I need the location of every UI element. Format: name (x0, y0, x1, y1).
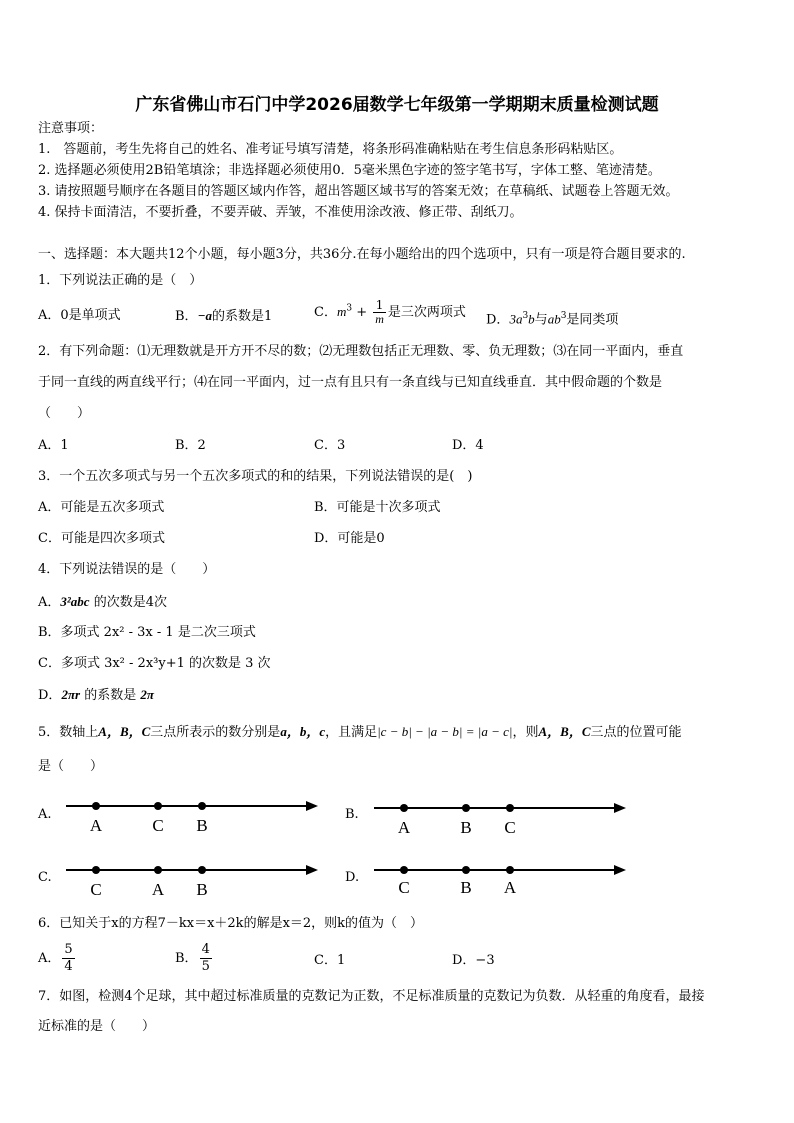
question-2-option-d: D．4 (452, 438, 484, 453)
q5-points: A，B，C (98, 724, 151, 739)
point-dot (154, 802, 162, 810)
question-4-option-a (38, 593, 167, 612)
option-c-plus: + (352, 305, 372, 320)
point-label: A (151, 880, 165, 899)
question-6-option-a (38, 942, 77, 975)
note-item-3: 3. 请按照题号顺序在各题目的答题区域内作答，超出答题区域书写的答案无效；在草稿纸、试题卷上答题无效。 (38, 184, 679, 199)
number-line-d (370, 856, 630, 902)
question-3-stem: 3．一个五次多项式与另一个五次多项式的和的结果，下列说法错误的是( ) (38, 469, 473, 484)
question-4-stem: 4．下列说法错误的是（ ） (38, 562, 216, 577)
question-1-option-b (175, 307, 272, 326)
note-item-1: 1. 答题前，考生先将自己的姓名、准考证号填写清楚，将条形码准确粘贴在考生信息条形码粘贴区。 (38, 142, 623, 157)
point-dot (92, 802, 100, 810)
option-b-math: −a (197, 308, 212, 323)
option-a-prefix: A． (38, 595, 61, 610)
point-dot (506, 866, 514, 874)
q5-condition: |c − b| − |a − b| = |a − c| (377, 724, 513, 739)
option-d-prefix: D． (38, 688, 62, 703)
fraction-numerator: 4 (201, 942, 210, 957)
q5-text-3: ，且满足 (325, 725, 378, 740)
option-d-mid: 与 (534, 312, 548, 328)
question-2-line-1: 2．有下列命题：⑴无理数就是开方开不尽的数；⑵无理数包括正无理数、零、负无理数；⑶在同一平面内，垂直 (38, 344, 684, 359)
question-1-option-a: A．0是单项式 (38, 308, 121, 323)
section-heading: 一、选择题：本大题共12个小题，每小题3分，共36分.在每小题给出的四个选项中，只有一项是符合题目要求的. (38, 247, 686, 262)
question-5-line-2: 是（ ） (38, 759, 104, 774)
point-label: C (152, 816, 164, 835)
question-2-option-b: B．2 (175, 438, 206, 453)
option-a-fraction (62, 942, 74, 975)
q5-text-2: 三点所表示的数分别是 (150, 725, 281, 740)
point-label: B (460, 818, 472, 837)
page-title: 广东省佛山市石门中学2026届数学七年级第一学期期末质量检测试题 (135, 95, 659, 115)
number-line-a (62, 792, 322, 838)
option-d-text: 是同类项 (566, 312, 619, 328)
point-dot (92, 866, 100, 874)
option-a-math: 3²abc (60, 594, 90, 609)
question-5-option-c-label: C. (38, 870, 52, 885)
question-2-option-c: C．3 (314, 438, 346, 453)
option-b-prefix: B． (175, 951, 198, 966)
option-a-text: 的次数是4次 (89, 595, 167, 610)
option-c-exponent: 3 (346, 303, 353, 314)
option-d-prefix: D． (486, 312, 510, 328)
fraction-denominator: 5 (201, 959, 210, 974)
fraction-denominator: 4 (64, 959, 73, 974)
point-label: B (460, 878, 472, 897)
q5-text-1: 5．数轴上 (38, 725, 99, 740)
question-2-line-2: 于同一直线的两直线平行；⑷在同一平面内，过一点有且只有一条直线与已知直线垂直．其中假命题的个数是 (38, 375, 663, 390)
point-label: C (398, 878, 410, 897)
question-1-option-d (486, 307, 618, 329)
question-3-option-d: D．可能是0 (314, 531, 385, 546)
option-c-fraction (373, 299, 386, 326)
question-7-line-1: 7．如图，检测4个足球，其中超过标准质量的克数记为正数，不足标准质量的克数记为负数．从轻重的角度看，最接 (38, 989, 705, 1004)
point-dot (198, 866, 206, 874)
point-dot (506, 804, 514, 812)
option-b-text: 的系数是1 (211, 309, 273, 324)
point-dot (462, 804, 470, 812)
option-d-exp1: 3 (522, 311, 529, 321)
question-3-option-c: C．可能是四次多项式 (38, 531, 165, 546)
point-label: A (397, 818, 411, 837)
option-d-mid: 的系数是 (80, 688, 141, 703)
fraction-numerator: 5 (64, 942, 73, 957)
arrow-head-icon (614, 865, 626, 875)
question-5-option-a-label: A. (38, 807, 52, 822)
question-5-option-b-label: B. (345, 807, 359, 822)
option-a-prefix: A． (38, 951, 61, 966)
question-6-option-d: D．−3 (452, 953, 495, 968)
question-3-option-a: A．可能是五次多项式 (38, 500, 165, 515)
option-d-math2: 2π (140, 687, 154, 702)
question-5-line-1 (38, 723, 682, 742)
note-item-4: 4. 保持卡面清洁，不要折叠，不要弄破、弄皱，不准使用涂改液、修正带、刮纸刀。 (38, 205, 523, 220)
point-label: A (89, 816, 103, 835)
question-2-option-a: A．1 (38, 438, 69, 453)
arrow-head-icon (306, 865, 318, 875)
point-dot (400, 804, 408, 812)
point-label: C (504, 818, 516, 837)
option-c-prefix: C． (314, 305, 337, 320)
option-b-prefix: B． (175, 309, 198, 324)
point-dot (400, 866, 408, 874)
option-d-term1: 3a (509, 311, 523, 327)
point-dot (154, 866, 162, 874)
question-3-option-b: B．可能是十次多项式 (314, 500, 441, 515)
question-5-option-d-label: D. (345, 870, 360, 885)
point-dot (462, 866, 470, 874)
q5-text-4: ，则 (512, 725, 539, 740)
question-4-option-d (38, 686, 154, 705)
fraction-numerator: 1 (373, 299, 386, 313)
point-label: B (196, 816, 208, 835)
option-d-term1b: b (528, 311, 535, 327)
option-d-math: 2πr (61, 687, 81, 702)
q5-points-2: A，B，C (538, 724, 591, 739)
question-7-line-2: 近标准的是（ ） (38, 1019, 156, 1034)
note-item-2: 2. 选择题必须使用2B铅笔填涂；非选择题必须使用0．5毫米黑色字迹的签字笔书写，字体工整、笔迹清楚。 (38, 163, 661, 178)
arrow-head-icon (306, 801, 318, 811)
fraction-denominator: m (375, 312, 384, 326)
question-6-stem: 6．已知关于x的方程7－kx＝x＋2k的解是x＝2，则k的值为（ ） (38, 916, 424, 931)
option-b-fraction (200, 942, 212, 975)
point-label: B (196, 880, 208, 899)
point-dot (198, 802, 206, 810)
number-line-c (62, 856, 322, 902)
arrow-head-icon (614, 803, 626, 813)
question-1-stem: 1．下列说法正确的是（ ） (38, 273, 203, 288)
question-4-option-b: B．多项式 2x² - 3x - 1 是二次三项式 (38, 625, 256, 640)
question-1-option-c (314, 299, 466, 326)
option-c-text: 是三次两项式 (387, 305, 466, 320)
option-c-base: m (336, 304, 347, 319)
point-label: C (90, 880, 102, 899)
question-6-option-c: C．1 (314, 953, 346, 968)
point-label: A (503, 878, 517, 897)
notes-heading: 注意事项： (38, 121, 104, 136)
number-line-b (370, 794, 630, 840)
question-6-option-b (175, 942, 214, 975)
question-2-line-3: （ ） (38, 406, 91, 421)
q5-text-5: 三点的位置可能 (590, 725, 682, 740)
q5-vars: a，b，c (280, 724, 326, 739)
option-d-term2: ab (547, 311, 561, 327)
question-4-option-c: C．多项式 3x² - 2x³y+1 的次数是 3 次 (38, 656, 271, 671)
option-d-exp2: 3 (560, 311, 567, 321)
